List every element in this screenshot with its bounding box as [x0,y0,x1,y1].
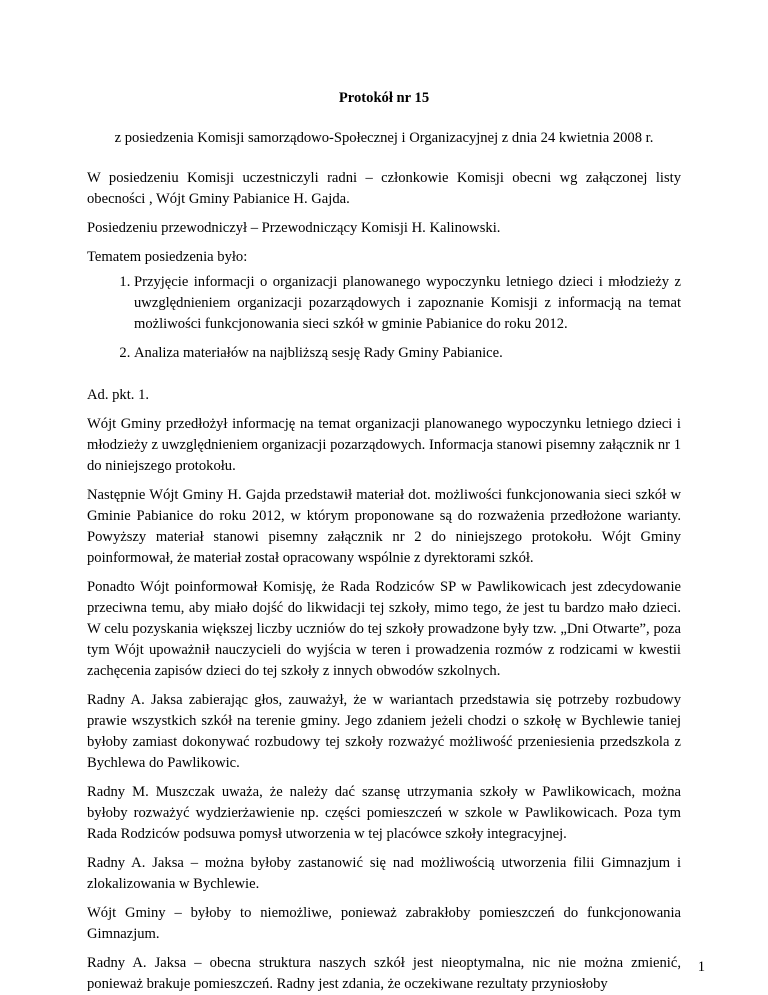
topics-heading: Tematem posiedzenia było: [87,249,248,265]
topic-item: 1. Przyjęcie informacji o organizacji planowanego wypoczynku letniego dzieci i młodzieży z uwzględnieniem organizacji pozarządowych i zapoznanie Komisji z informacją na temat możliwości funkcjonowania sieci szkół w gminie Pabianice do roku 2012. [134,272,681,335]
chair-paragraph: Posiedzeniu przewodniczył – Przewodniczący Komisji H. Kalinowski. [87,220,501,236]
body-paragraph: Radny A. Jaksa zabierając głos, zauważył, że w wariantach przedstawia się potrzeby rozbudowy prawie wszystkich szkół na terenie gminy. Jego zdaniem jeżeli chodzi o szkołę w Bychlewie taniej byłoby zamiast dokonywać rozbudowy tej szkoły rozważyć możliwość przeniesienia przedszkola z Bychlewa do Pawlikowic. [87,692,681,771]
intro-paragraph: W posiedzeniu Komisji uczestniczyli radni – członkowie Komisji obecni wg załączonej listy obecności , Wójt Gminy Pabianice H. Gajda. [87,170,681,207]
body-paragraph: Radny A. Jaksa – można byłoby zastanowić się nad możliwością utworzenia filii Gimnazjum i zlokalizowania w Bychlewie. [87,855,681,892]
section-heading: Ad. pkt. 1. [87,387,150,403]
body-paragraph: Następnie Wójt Gminy H. Gajda przedstawił materiał dot. możliwości funkcjonowania sieci szkół w Gminie Pabianice do roku 2012, w którym proponowane są do rozważenia przedłożone warianty. Powyższy materiał stanowi pisemny załącznik nr 2 do niniejszego protokołu. Wójt Gminy poinformował, że materiał został opracowany wspólnie z dyrektorami szkół. [87,487,681,566]
body-paragraph: Wójt Gminy – byłoby to niemożliwe, ponieważ zabrakłoby pomieszczeń do funkcjonowania Gimnazjum. [87,905,681,942]
body-paragraph: Wójt Gminy przedłożył informację na temat organizacji planowanego wypoczynku letniego dzieci i młodzieży z uwzględnieniem organizacji pozarządowych. Informacja stanowi pisemny załącznik nr 1 do niniejszego protokołu. [87,416,681,474]
body-paragraph: Ponadto Wójt poinformował Komisję, że Rada Rodziców SP w Pawlikowicach jest zdecydowanie przeciwna temu, aby miało dojść do likwidacji tej szkoły, mimo tego, że jest tu bardzo mało dzieci. W celu pozyskania większej liczby uczniów do tej szkoły prowadzone były tzw. „Dni Otwarte”, poza tym Wójt upoważnił nauczycieli do wyjścia w teren i prowadzenia rozmów z rodzicami w kwestii zachęcenia zapisów dzieci do tej szkoły z innych obwodów szkolnych. [87,579,681,679]
body-paragraph: Radny A. Jaksa – obecna struktura naszych szkół jest nieoptymalna, nic nie można zmienić, ponieważ brakuje pomieszczeń. Radny jest zdania, że oczekiwane rezultaty przyniosłoby [87,955,681,992]
topic-item: 2. Analiza materiałów na najbliższą sesję Rady Gminy Pabianice. [134,343,681,364]
document-title: Protokół nr 15 [338,90,430,106]
topics-list [87,272,681,364]
body-paragraph: Radny M. Muszczak uważa, że należy dać szansę utrzymania szkoły w Pawlikowicach, można byłoby rozważyć wydzierżawienie np. części pomieszczeń w szkole w Pawlikowicach. Poza tym Rada Rodziców podsuwa pomysł utworzenia w tej placówce szkoły integracyjnej. [87,784,681,842]
document-subtitle: z posiedzenia Komisji samorządowo-Społecznej i Organizacyjnej z dnia 24 kwietnia 2008 r. [114,130,654,146]
page-number: 1 [697,959,705,975]
